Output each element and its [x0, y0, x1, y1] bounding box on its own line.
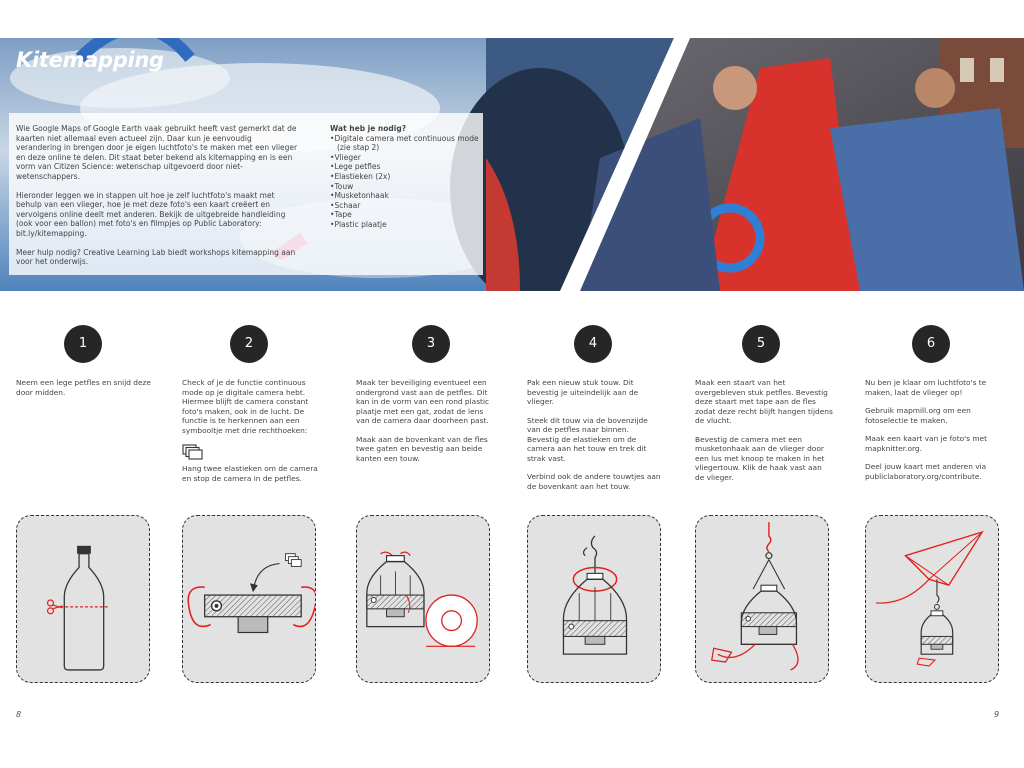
intro-text	[16, 124, 298, 276]
step-text-5	[695, 378, 833, 491]
illustration-step-3	[356, 515, 490, 683]
illustration-step-5	[695, 515, 829, 683]
step-paragraph: Pak een nieuw stuk touw. Dit bevestig je uiteindelijk aan de vlieger.	[527, 378, 639, 406]
materials-title: Wat heb je nodig?	[330, 124, 407, 133]
step-paragraph: Deel jouw kaart met anderen via publiclaboratory.org/contribute.	[865, 462, 987, 481]
step-paragraph: Verbind ook de andere touwtjes aan de bovenkant aan het touw.	[527, 472, 661, 491]
page-number-right: 9	[994, 710, 1000, 719]
step-text-2	[182, 378, 322, 492]
bottle-string-illustration	[528, 516, 660, 682]
intro-paragraph: Meer hulp nodig? Creative Learning Lab biedt workshops kitemapping aan voor het onderwijs.	[16, 247, 296, 267]
page-number-left: 8	[16, 710, 22, 719]
materials-item: • Vlieger	[330, 153, 480, 163]
illustration-step-4	[527, 515, 661, 683]
bottle-cut-illustration	[17, 516, 149, 682]
step-number-1: 1	[64, 325, 102, 363]
materials-list	[330, 124, 480, 230]
illustration-step-2	[182, 515, 316, 683]
step-number-4: 4	[574, 325, 612, 363]
kite-flight-illustration	[866, 516, 998, 682]
tail-piece	[712, 648, 732, 662]
materials-item: • Lege petfles	[330, 162, 480, 172]
step-paragraph: Maak ter beveiliging eventueel een ondergrond vast aan de petfles. Dit kan in de vorm van een rond plastic plaatje met een gat, zodat de lens van de camera daar doorheen past.	[356, 378, 490, 425]
materials-item: • Digitale camera met continuous mode (zie stap 2)	[330, 134, 480, 153]
step-paragraph: Gebruik mapmill.org om een fotoselectie te maken.	[865, 406, 971, 425]
illustration-step-6	[865, 515, 999, 683]
kite-icon	[905, 532, 982, 585]
step-paragraph: Maak een staart van het overgebleven stuk petfles. Bevestig deze staart met tape aan de fles zodat deze recht blijft hangen tijdens de vlucht.	[695, 378, 833, 425]
step-paragraph: Bevestig de camera met een musketonhaak aan de vlieger door een lus met knoop te maken in het vliegertouw. Klik de haak vast aan de vlieger.	[695, 434, 825, 482]
illustration-step-1	[16, 515, 150, 683]
step-text-1	[16, 378, 156, 406]
materials-item: • Touw	[330, 182, 480, 192]
page-title: Kitemapping	[16, 48, 164, 72]
bottle-plate-illustration	[357, 516, 489, 682]
step-text-4	[527, 378, 663, 500]
step-paragraph: Check of je de functie continuous mode op je digitale camera hebt. Hiermee blijft de camera constant foto's maken, ook in de lucht. De functie is te herkennen aan een symbooltje met drie rechthoeken:	[182, 378, 309, 435]
step-paragraph: Neem een lege petfles en snijd deze door midden.	[16, 378, 151, 397]
step-number-3: 3	[412, 325, 450, 363]
materials-item: • Tape	[330, 210, 480, 220]
step-text-3	[356, 378, 490, 472]
step-number-2: 2	[230, 325, 268, 363]
carabiner-icon	[766, 553, 772, 559]
materials-item: • Schaar	[330, 201, 480, 211]
materials-item: • Elastieken (2x)	[330, 172, 480, 182]
step-paragraph: Maak een kaart van je foto's met mapknitter.org.	[865, 434, 987, 453]
materials-item: • Musketonhaak	[330, 191, 480, 201]
step-number-6: 6	[912, 325, 950, 363]
intro-paragraph: Wie Google Maps of Google Earth vaak gebruikt heeft vast gemerkt dat de kaarten niet allemaal even actueel zijn. Daar kun je eenvoudig verandering in brengen door je eigen luchtfoto's te maken met een vlieger en deze online te delen. Dit staat beter bekend als kitemapping en is een vorm van Citizen Science: wetenschap uitgevoerd door niet-wetenschappers.	[16, 124, 298, 181]
step-number-5: 5	[742, 325, 780, 363]
continuous-mode-icon	[182, 444, 204, 460]
bottle-tail-illustration	[696, 516, 828, 682]
step-paragraph: Steek dit touw via de bovenzijde van de petfles naar binnen. Bevestig de elastieken om de camera aan het touw en trek dit strak vast.	[527, 415, 648, 463]
intro-paragraph: Hieronder leggen we in stappen uit hoe je zelf luchtfoto's maakt met behulp van een vlieger, hoe je met deze foto's een kaart creëert en vervolgens online deelt met anderen. Bekijk de uitgebreide handleiding (ook voor een ballon) met foto's en filmpjes op Public Laboratory: bit.ly/kitemapping.	[16, 190, 286, 238]
plastic-plate	[426, 595, 477, 646]
step-paragraph: Maak aan de bovenkant van de fles twee gaten en bevestig aan beide kanten een touw.	[356, 434, 488, 463]
step-paragraph: Nu ben je klaar om luchtfoto's te maken, laat de vlieger op!	[865, 378, 987, 397]
camera-bands-illustration	[183, 516, 315, 682]
step-text-6	[865, 378, 1000, 490]
materials-item: • Plastic plaatje	[330, 220, 480, 230]
step-paragraph: Hang twee elastieken om de camera en stop de camera in de petfles.	[182, 464, 318, 483]
